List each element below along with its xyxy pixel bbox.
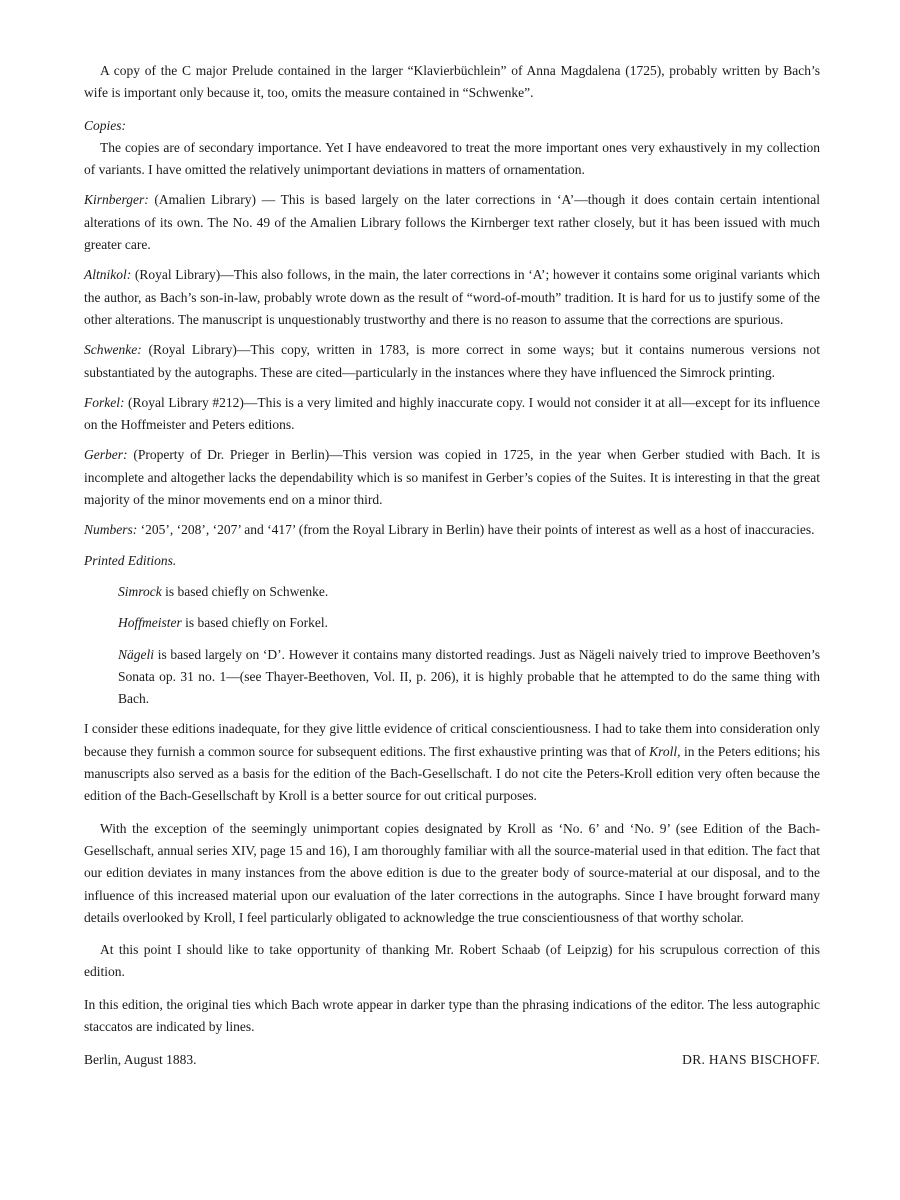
copies-paragraph: The copies are of secondary importance. Yet I have endeavored to treat the more important ones very exhaustively in my collection of variants. I have omitted the relatively unimportant deviations in matters of ornamentation. [84,139,820,178]
thanks-paragraph: At this point I should like to take opportunity of thanking Mr. Robert Schaab (of Leipzig) for his scrupulous correction of this edition. [84,942,820,980]
intro-paragraph: A copy of the C major Prelude contained in the larger “Klavierbüchlein” of Anna Magdalena (1725), probably written by Bach’s wife is important only because it, too, omits the measure contained in “Schwenke”. [84,63,820,101]
signature: DR. HANS BISCHOFF. [682,1052,820,1068]
source-text: (Property of Dr. Prieger in Berlin)—This version was copied in 1725, in the year when Gerber studied with Bach. It is incomplete and altogether lacks the dependability which is so manifest in Gerber’s copies of the Suites. It is interesting in that the great majority of the minor movements end on a minor third. [84,447,820,508]
source-forkel [84,392,820,437]
consider-text-a: I consider these editions inadequate, for they give little evidence of critical conscientiousness. I had to take them into consideration only because they furnish a common source for subsequent editions. The first exhaustive printing was that of [84,721,820,759]
printed-editions-heading-text: Printed Editions. [84,552,177,568]
edition-name: Nägeli [118,646,154,662]
edition-naegeli [118,644,820,711]
source-text: (Amalien Library) — This is based largely on the later corrections in ‘A’—though it does contain certain intentional alterations of its own. The No. 49 of the Amalien Library follows the Kirnberger text rather closely, but it has been issued with much greater care. [84,192,820,253]
source-text: (Royal Library)—This copy, written in 1783, is more correct in some ways; but it contains numerous versions not substantiated by the autographs. These are cited—particularly in the instances where they have influenced the Simrock printing. [84,342,820,380]
printed-editions-list [84,581,820,710]
kroll-name: Kroll, [649,743,681,759]
edition-simrock [118,581,820,603]
source-gerber [84,444,820,511]
document-page [84,60,820,1068]
consider-paragraph [84,718,820,807]
edition-text: is based chiefly on Schwenke. [161,583,329,599]
consider-text-b: in the Peters editions; his manuscripts also served as a basis for the edition of the Bach-Gesellschaft. I do not cite the Peters-Kroll edition very often because the edition of the Bach-Gesellschaft by Kroll is a better source for out critical purposes. [84,743,820,804]
source-text: ‘205’, ‘208’, ‘207’ and ‘417’ (from the Royal Library in Berlin) have their points of interest as well as a host of inaccuracies. [137,522,815,538]
edition-text: is based largely on ‘D’. However it contains many distorted readings. Just as Nägeli naively tried to improve Beethoven’s Sonata op. 31 no. 1—(see Thayer-Beethoven, Vol. II, p. 206), it is highly probable that he attempted to do the same thing with Bach. [118,646,820,707]
edition-name: Hoffmeister [118,615,182,631]
exception-paragraph: With the exception of the seemingly unimportant copies designated by Kroll as ‘No. 6’ and ‘No. 9’ (see Edition of the Bach-Gesellschaft, annual series XIV, page 15 and 16), I am thoroughly familiar with all the source-material used in that edition. The fact that our edition deviates in many instances from the above edition is due to the greater body of source-material at our disposal, and to the influence of this increased material upon our evaluation of the later corrections in the autographs. Since I have brought forward many details overlooked by Kroll, I feel particularly obligated to acknowledge the true conscientiousness of that worthy scholar. [84,820,820,925]
source-numbers [84,519,820,541]
source-altnikol [84,264,820,331]
edition-text: is based chiefly on Forkel. [181,615,328,631]
edition-hoffmeister [118,612,820,634]
copies-heading-text: Copies: [84,117,126,133]
ties-paragraph: In this edition, the original ties which Bach wrote appear in darker type than the phrasing indications of the editor. The less autographic staccatos are indicated by lines. [84,996,820,1034]
signature-footer [84,1052,820,1068]
source-kirnberger [84,189,820,256]
source-schwenke [84,339,820,384]
source-name: Schwenke: [84,342,142,358]
source-text: (Royal Library)—This also follows, in the main, the later corrections in ‘A’; however it contains some original variants which the author, as Bach’s son-in-law, probably wrote down as the result of “word-of-mouth” tradition. It is hard for us to justify some of the other alterations. The manuscript is unquestionably trustworthy and there is no reason to assume that the corrections are spurious. [84,267,820,327]
edition-name: Simrock [118,583,162,599]
source-name: Kirnberger: [84,192,149,208]
source-name: Forkel: [84,394,125,410]
printed-editions-heading [84,550,820,572]
copies-heading [84,115,820,137]
source-name: Numbers: [84,522,138,538]
source-text: (Royal Library #212)—This is a very limited and highly inaccurate copy. I would not consider it at all—except for its influence on the Hoffmeister and Peters editions. [84,394,820,433]
source-name: Altnikol: [84,267,132,283]
source-name: Gerber: [84,447,128,463]
place-date: Berlin, August 1883. [84,1052,197,1068]
